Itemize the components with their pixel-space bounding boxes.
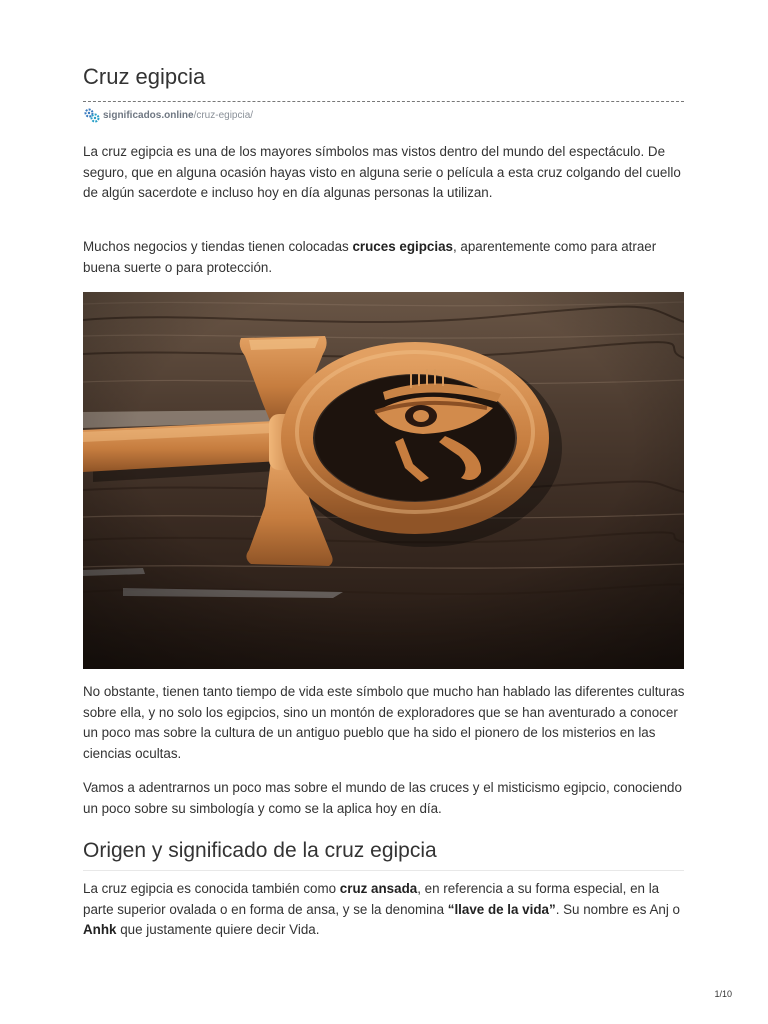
paragraph-culturas: No obstante, tienen tanto tiempo de vida este símbolo que mucho han hablado las diferentes culturas sobre ella, y no solo los egipcios, sino un montón de exploradores que se han aventurado a conocer un poco mas sobre la cultura de un antiguo pueblo que ha sido el pionero de los misterios en las ciencias ocultas.	[83, 684, 685, 761]
paragraph-text: , aparentemente como para atraer buena suerte o para protección.	[83, 239, 657, 275]
title-divider	[83, 101, 684, 102]
ankh-illustration	[83, 292, 684, 669]
paragraph-intro: La cruz egipcia es una de los mayores símbolos mas vistos dentro del mundo del espectáculo. De seguro, que en alguna ocasión hayas visto en alguna serie o película a esta cruz colgando del cuello de algún sacerdote e incluso hoy en día algunas personas la utilizan.	[83, 144, 681, 200]
paragraph-text: La cruz egipcia es conocida también como	[83, 881, 340, 896]
section-divider	[83, 870, 684, 871]
bold-term: cruz ansada	[339, 881, 418, 896]
source-path[interactable]: /cruz-egipcia/	[193, 109, 254, 121]
page-title: Cruz egipcia	[83, 64, 206, 89]
source-line[interactable]	[83, 107, 253, 123]
paragraph-text: . Su nombre es Anj o	[555, 901, 680, 917]
gear-favicon-icon	[83, 107, 101, 123]
paragraph-text: que justamente quiere decir Vida.	[116, 922, 320, 937]
bold-term: Anhk	[83, 922, 117, 937]
paragraph-text: , en referencia a su forma especial, en la parte superior ovalada o en forma de ansa, y se la denomina	[83, 881, 660, 917]
bold-term: “llave de la vida”	[447, 901, 556, 917]
paragraph-misticismo: Vamos a adentrarnos un poco mas sobre el mundo de las cruces y el misticismo egipcio, conociendo un poco sobre su simbología y como se la aplica hoy en día.	[83, 780, 682, 816]
paragraph-origen	[83, 879, 688, 941]
page-number: 1/10	[714, 989, 732, 999]
source-domain[interactable]: significados.online	[103, 109, 194, 121]
hero-image	[83, 292, 684, 669]
paragraph-negocios	[83, 237, 688, 278]
section-heading: Origen y significado de la cruz egipcia	[83, 839, 437, 862]
paragraph-text: Muchos negocios y tiendas tienen colocadas	[83, 239, 353, 254]
bold-term: cruces egipcias	[352, 239, 453, 254]
